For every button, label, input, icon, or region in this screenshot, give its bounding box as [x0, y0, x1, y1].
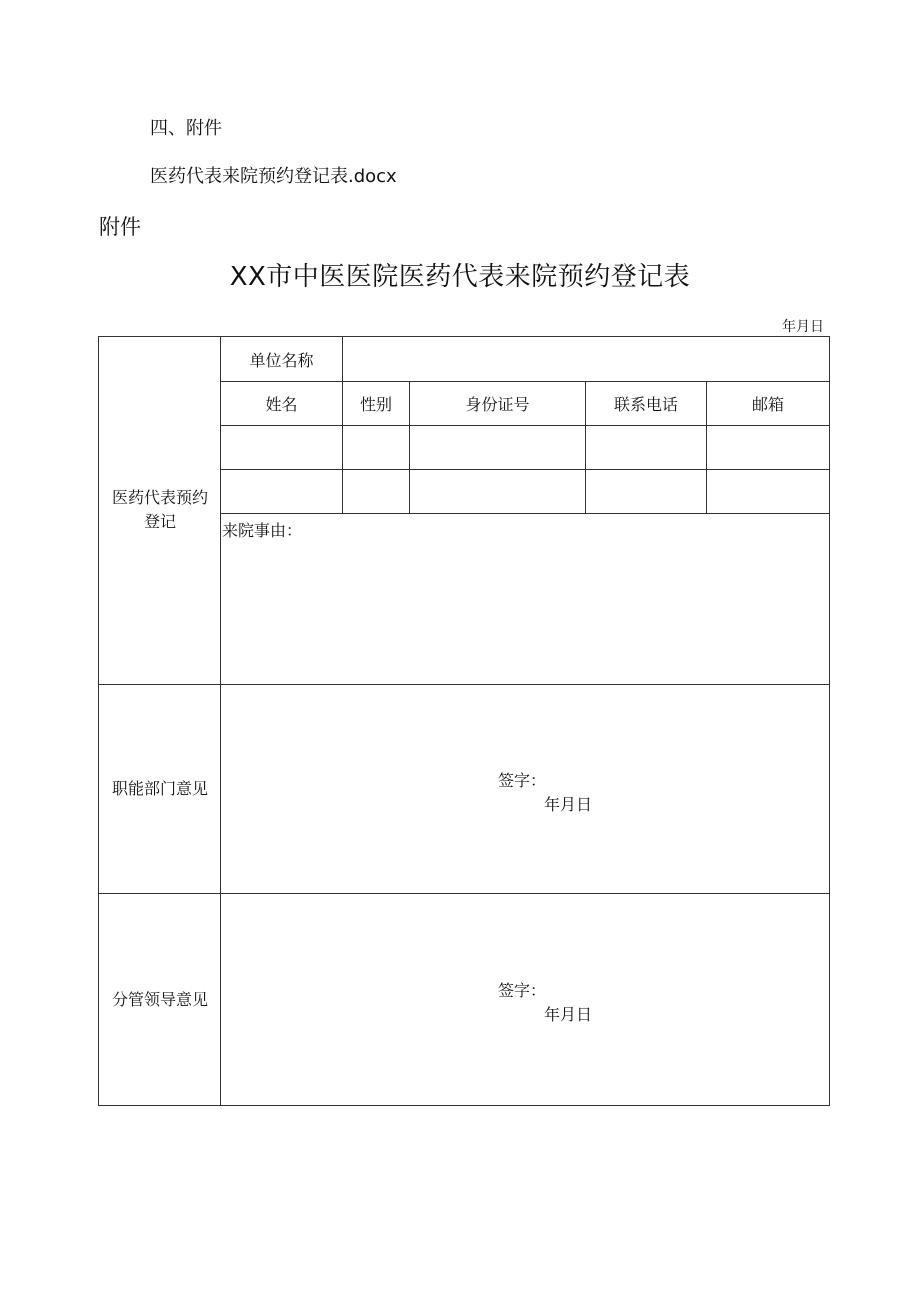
- col-header-gender: 性别: [359, 395, 392, 414]
- unit-name-field[interactable]: [343, 337, 829, 381]
- document-title: XX市中医医院医药代表来院预约登记表: [229, 262, 691, 292]
- table-cell[interactable]: [343, 426, 409, 469]
- col-header-email: 邮箱: [751, 395, 784, 414]
- date-top: 年月日: [782, 319, 824, 335]
- unit-name-label: 单位名称: [249, 350, 314, 370]
- visit-reason-label: 来院事由：: [222, 521, 303, 540]
- border-bottom: [98, 1105, 830, 1106]
- section-label-department-opinion: 职能部门意见: [111, 779, 208, 798]
- col-header-name: 姓名: [265, 395, 298, 414]
- attachment-file-link[interactable]: 医药代表来院预约登记表.docx: [150, 166, 397, 187]
- attachment-label: 附件: [99, 215, 141, 239]
- table-cell[interactable]: [586, 426, 706, 469]
- leader-sign-label: 签字：: [498, 981, 547, 1000]
- table-cell[interactable]: [586, 470, 706, 513]
- row-line-4: [220, 513, 830, 514]
- section-label-registration: 医药代表预约 登记: [111, 488, 208, 531]
- section-label-leader-opinion: 分管领导意见: [111, 990, 208, 1009]
- department-date-label: 年月日: [544, 795, 593, 814]
- section-line-2: [98, 893, 830, 894]
- visit-reason-field[interactable]: [221, 542, 829, 684]
- leader-date-label: 年月日: [544, 1005, 593, 1024]
- table-cell[interactable]: [410, 426, 585, 469]
- border-right: [829, 336, 830, 1106]
- section-heading: 四、附件: [150, 118, 222, 139]
- col-header-phone: 联系电话: [613, 395, 678, 414]
- table-cell[interactable]: [221, 426, 342, 469]
- registration-form: [98, 336, 830, 1106]
- border-left: [98, 336, 99, 1106]
- section-line-1: [98, 684, 830, 685]
- table-cell[interactable]: [410, 470, 585, 513]
- table-cell[interactable]: [707, 426, 829, 469]
- department-sign-label: 签字：: [498, 771, 547, 790]
- col-header-id-number: 身份证号: [465, 395, 530, 414]
- table-cell[interactable]: [343, 470, 409, 513]
- table-cell[interactable]: [707, 470, 829, 513]
- table-cell[interactable]: [221, 470, 342, 513]
